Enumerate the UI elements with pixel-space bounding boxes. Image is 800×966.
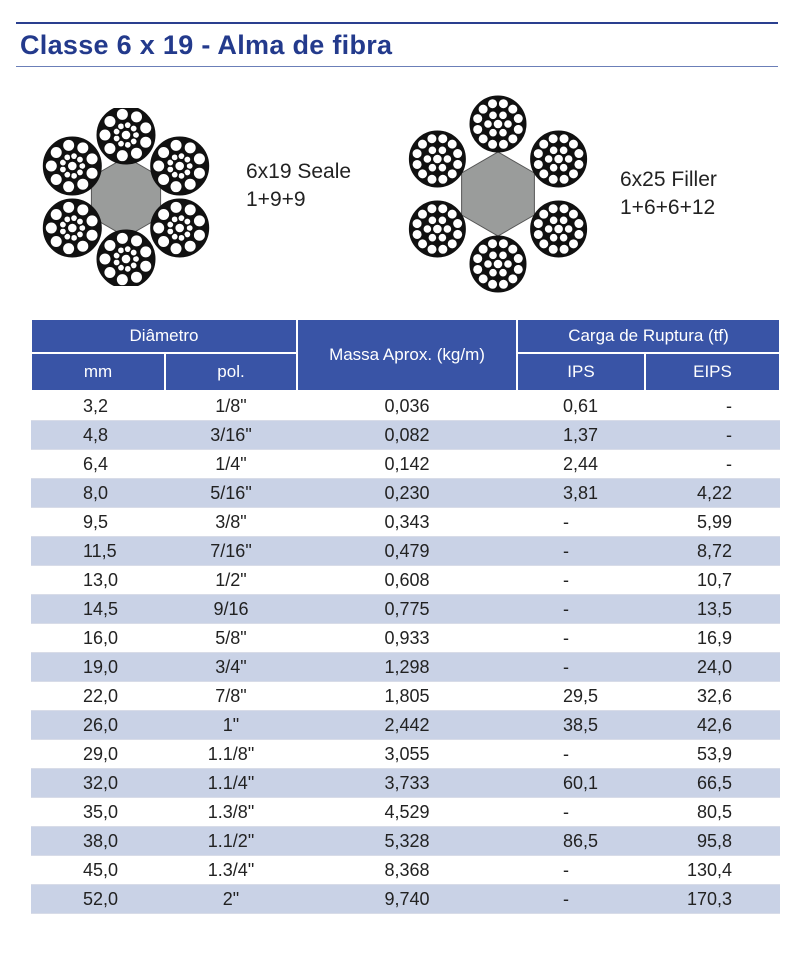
cell-mass: 0,608 bbox=[297, 566, 517, 595]
cell-eips: 10,7 bbox=[645, 566, 780, 595]
cell-ips: - bbox=[517, 566, 645, 595]
table-row bbox=[31, 740, 780, 769]
header-ips: IPS bbox=[517, 353, 645, 391]
cell-mass: 0,933 bbox=[297, 624, 517, 653]
cell-ips: - bbox=[517, 740, 645, 769]
cell-ips: 38,5 bbox=[517, 711, 645, 740]
cell-mm: 19,0 bbox=[31, 653, 165, 682]
cell-eips: 66,5 bbox=[645, 769, 780, 798]
cell-mm: 8,0 bbox=[31, 479, 165, 508]
table-row bbox=[31, 827, 780, 856]
cell-mass: 0,479 bbox=[297, 537, 517, 566]
cell-mm: 4,8 bbox=[31, 421, 165, 450]
cell-pol: 1.1/8" bbox=[165, 740, 297, 769]
rope-cross-section-filler bbox=[400, 92, 596, 296]
cell-eips: 53,9 bbox=[645, 740, 780, 769]
cell-eips: 170,3 bbox=[645, 885, 780, 914]
table-row bbox=[31, 653, 780, 682]
cell-pol: 1/8" bbox=[165, 391, 297, 421]
diagram-seale-label bbox=[246, 158, 351, 214]
cell-eips: - bbox=[645, 391, 780, 421]
cell-mm: 9,5 bbox=[31, 508, 165, 537]
table-row bbox=[31, 421, 780, 450]
cell-mm: 22,0 bbox=[31, 682, 165, 711]
cell-pol: 5/16" bbox=[165, 479, 297, 508]
table-row bbox=[31, 537, 780, 566]
top-rule bbox=[16, 22, 778, 24]
header-eips: EIPS bbox=[645, 353, 780, 391]
cell-pol: 3/16" bbox=[165, 421, 297, 450]
cell-eips: - bbox=[645, 450, 780, 479]
table-row bbox=[31, 566, 780, 595]
diagram-filler-composition: 1+6+6+12 bbox=[620, 196, 716, 219]
cell-mm: 26,0 bbox=[31, 711, 165, 740]
table-row bbox=[31, 769, 780, 798]
cell-ips: 29,5 bbox=[517, 682, 645, 711]
cell-mm: 29,0 bbox=[31, 740, 165, 769]
cell-eips: 95,8 bbox=[645, 827, 780, 856]
cell-mass: 2,442 bbox=[297, 711, 517, 740]
cell-pol: 3/8" bbox=[165, 508, 297, 537]
cell-eips: 32,6 bbox=[645, 682, 780, 711]
cell-pol: 1/4" bbox=[165, 450, 297, 479]
cell-pol: 2" bbox=[165, 885, 297, 914]
cell-mass: 0,082 bbox=[297, 421, 517, 450]
header-breaking-load: Carga de Ruptura (tf) bbox=[517, 319, 780, 353]
cell-pol: 1.1/4" bbox=[165, 769, 297, 798]
cell-ips: - bbox=[517, 856, 645, 885]
table-row bbox=[31, 479, 780, 508]
cell-mm: 52,0 bbox=[31, 885, 165, 914]
cell-ips: - bbox=[517, 885, 645, 914]
cell-mm: 14,5 bbox=[31, 595, 165, 624]
cell-ips: - bbox=[517, 653, 645, 682]
header-mm: mm bbox=[31, 353, 165, 391]
cell-mass: 0,775 bbox=[297, 595, 517, 624]
cell-eips: 130,4 bbox=[645, 856, 780, 885]
table-row bbox=[31, 450, 780, 479]
cell-ips: - bbox=[517, 798, 645, 827]
header-pol: pol. bbox=[165, 353, 297, 391]
cell-eips: 5,99 bbox=[645, 508, 780, 537]
table-row bbox=[31, 624, 780, 653]
cell-eips: 42,6 bbox=[645, 711, 780, 740]
table-row bbox=[31, 798, 780, 827]
cell-mass: 4,529 bbox=[297, 798, 517, 827]
cell-eips: 13,5 bbox=[645, 595, 780, 624]
cell-mm: 45,0 bbox=[31, 856, 165, 885]
table-row bbox=[31, 508, 780, 537]
cell-mass: 1,805 bbox=[297, 682, 517, 711]
cell-mm: 35,0 bbox=[31, 798, 165, 827]
cell-mass: 9,740 bbox=[297, 885, 517, 914]
cell-ips: 1,37 bbox=[517, 421, 645, 450]
cell-mm: 3,2 bbox=[31, 391, 165, 421]
cell-pol: 1.3/8" bbox=[165, 798, 297, 827]
diagram-filler-label bbox=[620, 166, 717, 222]
cell-mass: 3,055 bbox=[297, 740, 517, 769]
cell-pol: 1/2" bbox=[165, 566, 297, 595]
cell-pol: 1.1/2" bbox=[165, 827, 297, 856]
cell-eips: 80,5 bbox=[645, 798, 780, 827]
cell-ips: 3,81 bbox=[517, 479, 645, 508]
title-rule bbox=[16, 66, 778, 67]
table-row bbox=[31, 885, 780, 914]
diagram-seale-name: 6x19 Seale bbox=[246, 160, 352, 183]
cell-mass: 3,733 bbox=[297, 769, 517, 798]
page-title: Classe 6 x 19 - Alma de fibra bbox=[20, 30, 393, 60]
cell-pol: 7/16" bbox=[165, 537, 297, 566]
rope-cross-section-seale bbox=[28, 108, 224, 286]
cell-mass: 0,343 bbox=[297, 508, 517, 537]
cell-mm: 11,5 bbox=[31, 537, 165, 566]
rope-spec-table bbox=[30, 318, 781, 914]
cell-pol: 9/16 bbox=[165, 595, 297, 624]
cell-mm: 16,0 bbox=[31, 624, 165, 653]
cell-eips: - bbox=[645, 421, 780, 450]
cell-mm: 13,0 bbox=[31, 566, 165, 595]
cell-pol: 1" bbox=[165, 711, 297, 740]
table-row bbox=[31, 391, 780, 421]
cell-pol: 5/8" bbox=[165, 624, 297, 653]
cell-eips: 4,22 bbox=[645, 479, 780, 508]
diagram-seale-composition: 1+9+9 bbox=[246, 188, 306, 211]
cell-pol: 3/4" bbox=[165, 653, 297, 682]
cell-eips: 24,0 bbox=[645, 653, 780, 682]
cell-mm: 6,4 bbox=[31, 450, 165, 479]
cell-eips: 8,72 bbox=[645, 537, 780, 566]
cell-mm: 32,0 bbox=[31, 769, 165, 798]
cell-ips: 0,61 bbox=[517, 391, 645, 421]
header-diameter: Diâmetro bbox=[31, 319, 297, 353]
cell-ips: 2,44 bbox=[517, 450, 645, 479]
cell-mass: 0,230 bbox=[297, 479, 517, 508]
cell-mass: 0,036 bbox=[297, 391, 517, 421]
cell-ips: 60,1 bbox=[517, 769, 645, 798]
cell-mass: 0,142 bbox=[297, 450, 517, 479]
cell-eips: 16,9 bbox=[645, 624, 780, 653]
header-mass: Massa Aprox. (kg/m) bbox=[297, 319, 517, 391]
table-row bbox=[31, 856, 780, 885]
table-row bbox=[31, 682, 780, 711]
cell-ips: - bbox=[517, 624, 645, 653]
cell-mass: 8,368 bbox=[297, 856, 517, 885]
cell-pol: 7/8" bbox=[165, 682, 297, 711]
cell-ips: - bbox=[517, 595, 645, 624]
diagram-filler-name: 6x25 Filler bbox=[620, 168, 717, 191]
cell-mass: 5,328 bbox=[297, 827, 517, 856]
cell-pol: 1.3/4" bbox=[165, 856, 297, 885]
table-row bbox=[31, 711, 780, 740]
cell-ips: - bbox=[517, 508, 645, 537]
table-row bbox=[31, 595, 780, 624]
cell-mass: 1,298 bbox=[297, 653, 517, 682]
cell-ips: - bbox=[517, 537, 645, 566]
cell-mm: 38,0 bbox=[31, 827, 165, 856]
cell-ips: 86,5 bbox=[517, 827, 645, 856]
